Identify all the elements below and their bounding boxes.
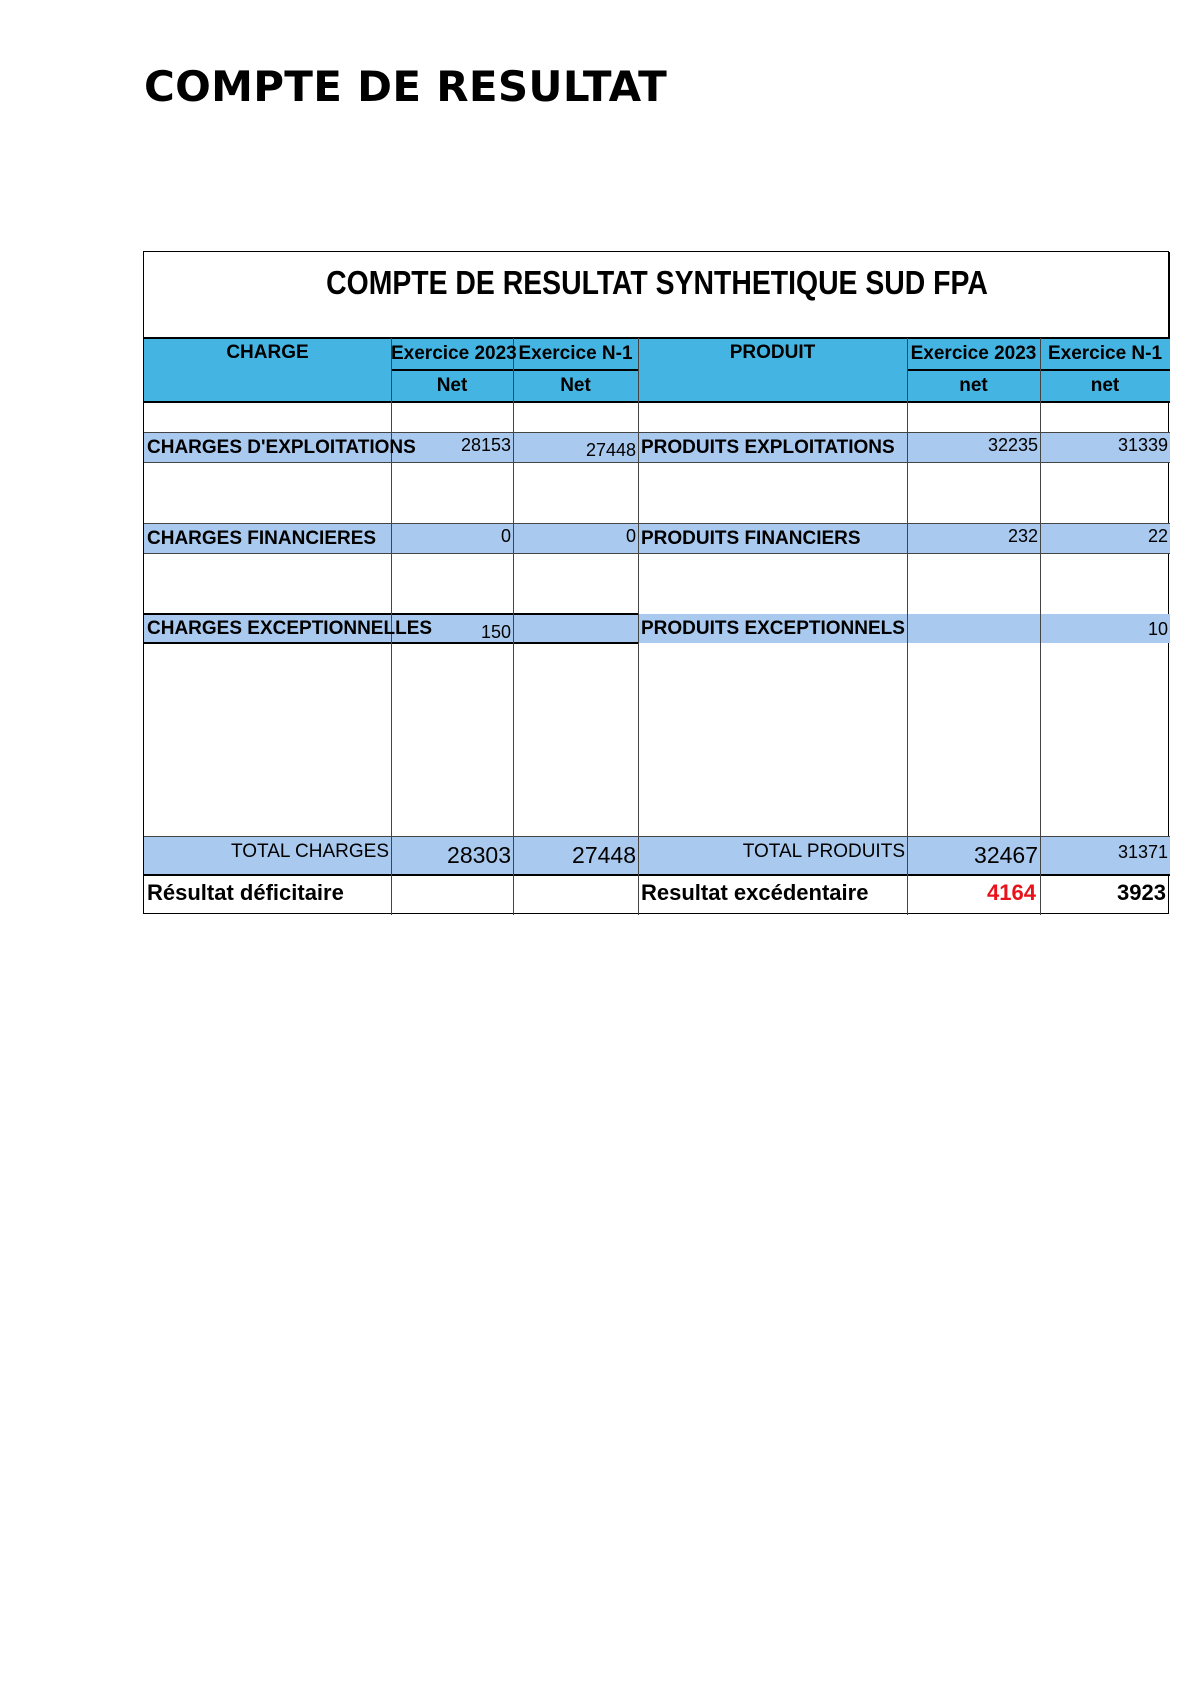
produits-exceptionnels-2023 <box>907 614 1040 643</box>
header-charge-exercice-n1: Exercice N-1 <box>518 343 633 364</box>
income-statement-table <box>143 251 1169 914</box>
resultat-deficitaire-2023 <box>391 875 513 913</box>
charges-exploitation-n1: 27448 <box>585 440 636 460</box>
total-charges-label: TOTAL CHARGES <box>230 841 389 862</box>
header-produit-exercice-2023: Exercice 2023 <box>910 343 1037 364</box>
header-produit-net-n1: net <box>1090 375 1120 396</box>
total-produits-n1: 31371 <box>1117 842 1168 862</box>
total-produits-label: TOTAL PRODUITS <box>742 841 905 862</box>
page-title: COMPTE DE RESULTAT <box>144 62 668 111</box>
charges-exceptionnelles-2023: 150 <box>480 622 511 642</box>
produits-exploitation-label: PRODUITS EXPLOITATIONS <box>641 437 895 458</box>
charges-financieres-2023: 0 <box>500 526 511 546</box>
resultat-deficitaire-n1 <box>513 875 638 913</box>
total-charges-n1: 27448 <box>572 842 636 868</box>
produits-financiers-n1: 22 <box>1147 526 1168 546</box>
header-produit-exercice-n1: Exercice N-1 <box>1047 343 1163 364</box>
charges-financieres-n1: 0 <box>625 526 636 546</box>
charges-exploitation-2023: 28153 <box>460 435 511 455</box>
produits-financiers-label: PRODUITS FINANCIERS <box>641 528 861 549</box>
resultat-deficitaire-label: Résultat déficitaire <box>147 880 344 905</box>
header-charge: CHARGE <box>226 342 309 363</box>
resultat-excedentaire-2023: 4164 <box>987 880 1036 905</box>
col-divider <box>1168 252 1170 338</box>
produits-financiers-2023: 232 <box>1007 526 1038 546</box>
header-charge-exercice-2023: Exercice 2023 <box>391 343 517 364</box>
produits-exceptionnels-label: PRODUITS EXCEPTIONNELS <box>641 618 905 639</box>
rule <box>144 553 1170 554</box>
rule <box>144 462 1170 463</box>
produits-exploitation-2023: 32235 <box>987 435 1038 455</box>
charges-exceptionnelles-label: CHARGES EXCEPTIONNELLES <box>147 618 433 639</box>
header-charge-net-n1: Net <box>560 375 591 396</box>
rule <box>144 401 1170 403</box>
resultat-excedentaire-n1: 3923 <box>1117 880 1166 905</box>
header-produit-net-2023: net <box>959 375 988 396</box>
produits-exceptionnels-n1: 10 <box>1147 619 1168 639</box>
charges-exploitation-label: CHARGES D'EXPLOITATIONS <box>147 437 416 458</box>
charges-exceptionnelles-n1 <box>513 617 638 646</box>
produits-exploitation-n1: 31339 <box>1117 435 1168 455</box>
total-charges-2023: 28303 <box>447 842 511 868</box>
header-produit: PRODUIT <box>729 342 816 363</box>
total-produits-2023: 32467 <box>974 842 1038 868</box>
table-title: COMPTE DE RESULTAT SYNTHETIQUE SUD FPA <box>326 264 988 301</box>
charges-financieres-label: CHARGES FINANCIERES <box>147 528 377 549</box>
header-charge-net-2023: Net <box>436 375 468 396</box>
resultat-excedentaire-label: Resultat excédentaire <box>641 880 869 905</box>
